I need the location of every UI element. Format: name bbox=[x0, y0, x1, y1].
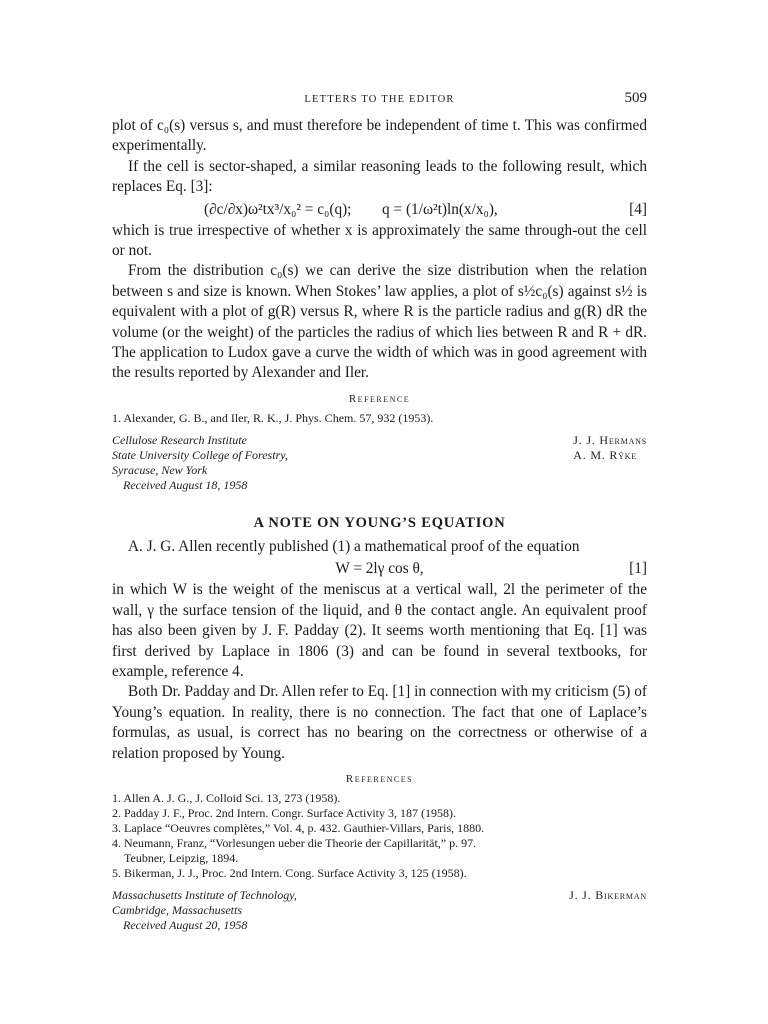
letter1-paragraph-2: If the cell is sector-shaped, a similar reasoning leads to the following result, which replaces Eq. [3]: bbox=[112, 157, 647, 196]
author-name: A. M. Rŷke bbox=[573, 447, 638, 462]
affiliation-line: Cambridge, Massachusetts bbox=[112, 902, 242, 917]
letter1-affiliation bbox=[112, 433, 647, 493]
equation-1 bbox=[112, 558, 647, 579]
reference-item: 3. Laplace “Oeuvres complètes,” Vol. 4, p. 432. Gauthier-Villars, Paris, 1880. bbox=[112, 820, 485, 835]
equation-4 bbox=[112, 199, 647, 220]
letter1-paragraph-3: which is true irrespective of whether x is approximately the same through-out the cell or not. bbox=[112, 221, 647, 260]
author-name: J. J. Hermans bbox=[573, 432, 647, 447]
reference-heading: Reference bbox=[348, 392, 411, 405]
affiliation-line: State University College of Forestry, bbox=[112, 447, 288, 462]
equation-1-body: W = 2lγ cos θ, bbox=[335, 560, 424, 578]
affiliation-line: Syracuse, New York bbox=[112, 462, 208, 477]
page-number: 509 bbox=[624, 90, 647, 106]
equation-4-body: (∂c/∂x)ω²tx³/x₀² = c₀(q); q = (1/ω²t)ln(x/x₀), bbox=[204, 200, 498, 218]
letter1-paragraph-4: From the distribution c₀(s) we can derive the size distribution when the relation between s and size is known. When Stokes’ law applies, a plot of s½c₀(s) against s½ is equivalent with a plot of g(R) versus R, where R is the particle radius and g(R) dR the volume (or the weight) of the particles the radius of which lies between R and R + dR. The application to Ludox gave a curve the width of which was in good agreement with the results reported by Alexander and Iler. bbox=[112, 262, 647, 382]
received-date: Received August 20, 1958 bbox=[123, 917, 248, 932]
letter2-affiliation bbox=[112, 888, 647, 933]
reference-item: 2. Padday J. F., Proc. 2nd Intern. Congr. Surface Activity 3, 187 (1958). bbox=[112, 805, 456, 820]
reference-item: 4. Neumann, Franz, “Vorlesungen ueber die Theorie der Capillarität,” p. 97. bbox=[112, 835, 477, 850]
article-title: A NOTE ON YOUNG’S EQUATION bbox=[253, 514, 506, 531]
reference-item: 1. Alexander, G. B., and Iler, R. K., J. Phys. Chem. 57, 932 (1953). bbox=[112, 410, 434, 425]
author-name: J. J. Bikerman bbox=[569, 887, 647, 902]
letter2-paragraph-2: in which W is the weight of the meniscus at a vertical wall, 2l the perimeter of the wall, γ the surface tension of the liquid, and θ the contact angle. An equivalent proof has also been given by J. F. Padday (2). It seems worth mentioning that Eq. [1] was first derived by Laplace in 1806 (3) and can be found in several textbooks, for example, reference 4. bbox=[112, 581, 647, 680]
references-heading: References bbox=[345, 772, 414, 785]
equation-4-number: [4] bbox=[629, 200, 647, 218]
reference-item-continuation: Teubner, Leipzig, 1894. bbox=[124, 850, 239, 865]
received-date: Received August 18, 1958 bbox=[123, 477, 248, 492]
letter2-paragraph-1: A. J. G. Allen recently published (1) a mathematical proof of the equation bbox=[128, 537, 580, 555]
running-head-title: LETTERS TO THE EDITOR bbox=[304, 94, 455, 105]
running-head bbox=[112, 84, 647, 110]
affiliation-line: Cellulose Research Institute bbox=[112, 432, 247, 447]
affiliation-line: Massachusetts Institute of Technology, bbox=[112, 887, 297, 902]
equation-1-number: [1] bbox=[629, 560, 647, 578]
journal-page bbox=[112, 84, 647, 933]
reference-item: 5. Bikerman, J. J., Proc. 2nd Intern. Cong. Surface Activity 3, 125 (1958). bbox=[112, 865, 467, 880]
references-list bbox=[112, 791, 647, 881]
reference-item: 1. Allen A. J. G., J. Colloid Sci. 13, 273 (1958). bbox=[112, 790, 341, 805]
letter2-paragraph-3: Both Dr. Padday and Dr. Allen refer to Eq. [1] in connection with my criticism (5) of Young’s equation. In reality, there is no connection. The fact that one of Laplace’s formulas, as usual, is correct has no bearing on the correctness or otherwise of a relation proposed by Young. bbox=[112, 683, 647, 762]
letter1-paragraph-1: plot of c₀(s) versus s, and must therefore be independent of time t. This was confirmed experimentally. bbox=[112, 117, 647, 155]
